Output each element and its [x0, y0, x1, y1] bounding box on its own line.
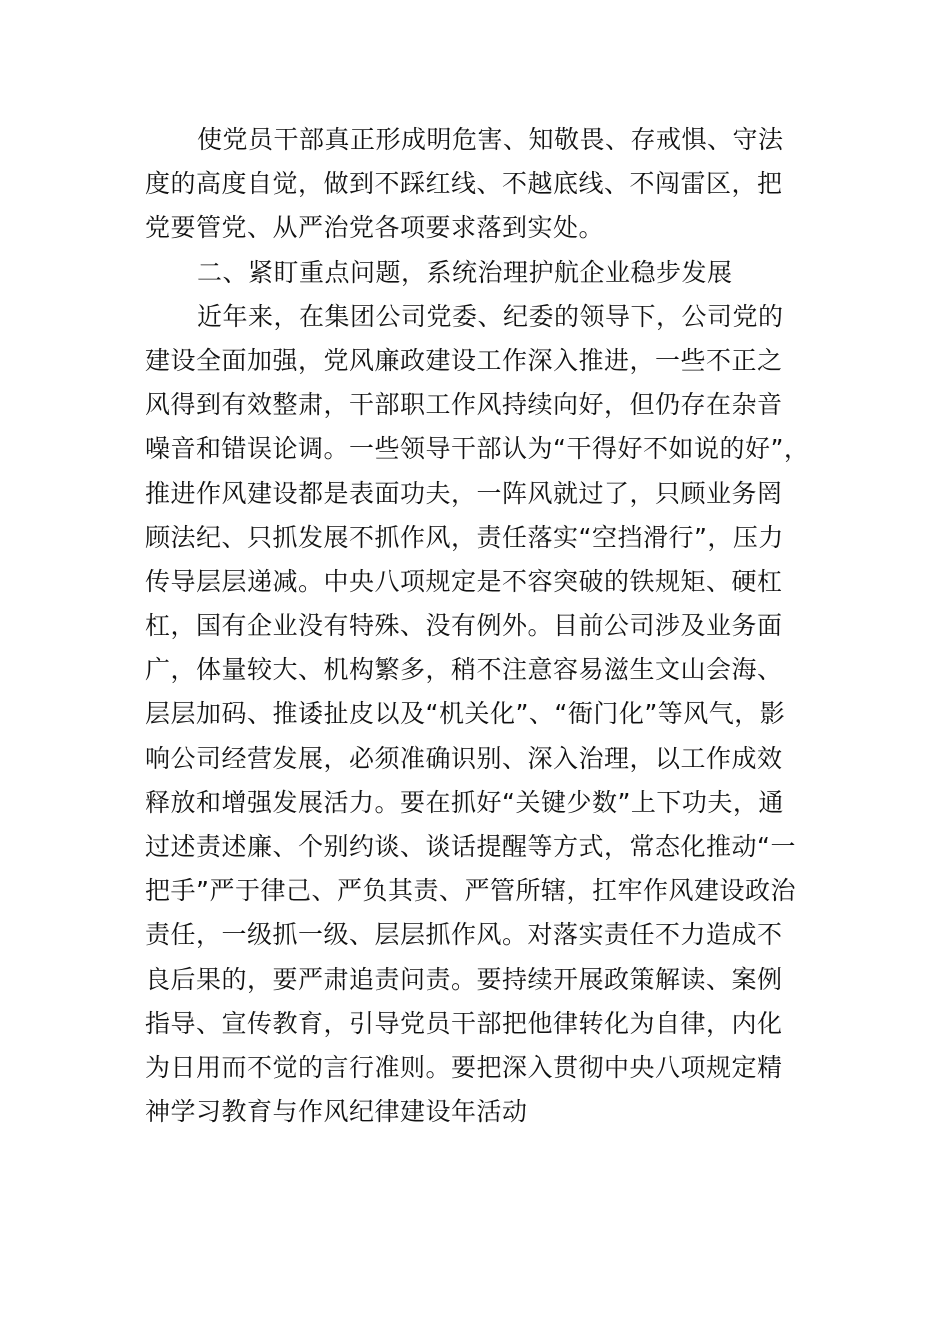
- text-line: 责任，一级抓一级、层层抓作风。对落实责任不力造成不: [145, 920, 783, 950]
- text-line: 传导层层递减。中央八项规定是不容突破的铁规矩、硬杠: [145, 566, 783, 596]
- text-line: 使党员干部真正形成明危害、知敬畏、存戒惧、守法: [197, 125, 784, 154]
- text-line: 过述责述廉、个别约谈、谈话提醒等方式，常态化推动“一: [145, 832, 796, 861]
- text-line: 层层加码、推诿扯皮以及“机关化”、“衙门化”等风气，影: [145, 699, 786, 729]
- text-line: 神学习教育与作风纪律建设年活动: [145, 1097, 528, 1127]
- text-line: 建设全面加强，党风廉政建设工作深入推进，一些不正之: [145, 345, 783, 375]
- text-line: 噪音和错误论调。一些领导干部认为“干得好不如说的好”，: [145, 434, 810, 464]
- text-line: 党要管党、从严治党各项要求落到实处。: [145, 213, 605, 243]
- text-line: 把手”严于律己、严负其责、严管所辖，扛牢作风建设政治: [145, 876, 796, 906]
- text-line: 指导、宣传教育，引导党员干部把他律转化为自律，内化: [145, 1008, 783, 1038]
- text-line: 为日用而不觉的言行准则。要把深入贯彻中央八项规定精: [145, 1052, 783, 1082]
- text-line: 杠，国有企业没有特殊、没有例外。目前公司涉及业务面: [145, 611, 783, 641]
- text-line: 度的高度自觉，做到不踩红线、不越底线、不闯雷区，把: [145, 169, 783, 199]
- text-line: 近年来，在集团公司党委、纪委的领导下，公司党的: [197, 301, 784, 331]
- text-line: 良后果的，要严肃追责问责。要持续开展政策解读、案例: [145, 964, 783, 994]
- section-heading: 二、紧盯重点问题，系统治理护航企业稳步发展: [197, 257, 733, 287]
- text-line: 风得到有效整肃，干部职工作风持续向好，但仍存在杂音: [145, 390, 783, 420]
- text-line: 广，体量较大、机构繁多，稍不注意容易滋生文山会海、: [145, 655, 783, 685]
- text-line: 顾法纪、只抓发展不抓作风，责任落实“空挡滑行”，压力: [145, 522, 784, 552]
- text-line: 响公司经营发展，必须准确识别、深入治理，以工作成效: [145, 743, 783, 773]
- text-line: 释放和增强发展活力。要在抓好“关键少数”上下功夫，通: [145, 787, 784, 817]
- text-line: 推进作风建设都是表面功夫，一阵风就过了，只顾业务罔: [145, 478, 783, 508]
- body-text: [145, 118, 845, 1134]
